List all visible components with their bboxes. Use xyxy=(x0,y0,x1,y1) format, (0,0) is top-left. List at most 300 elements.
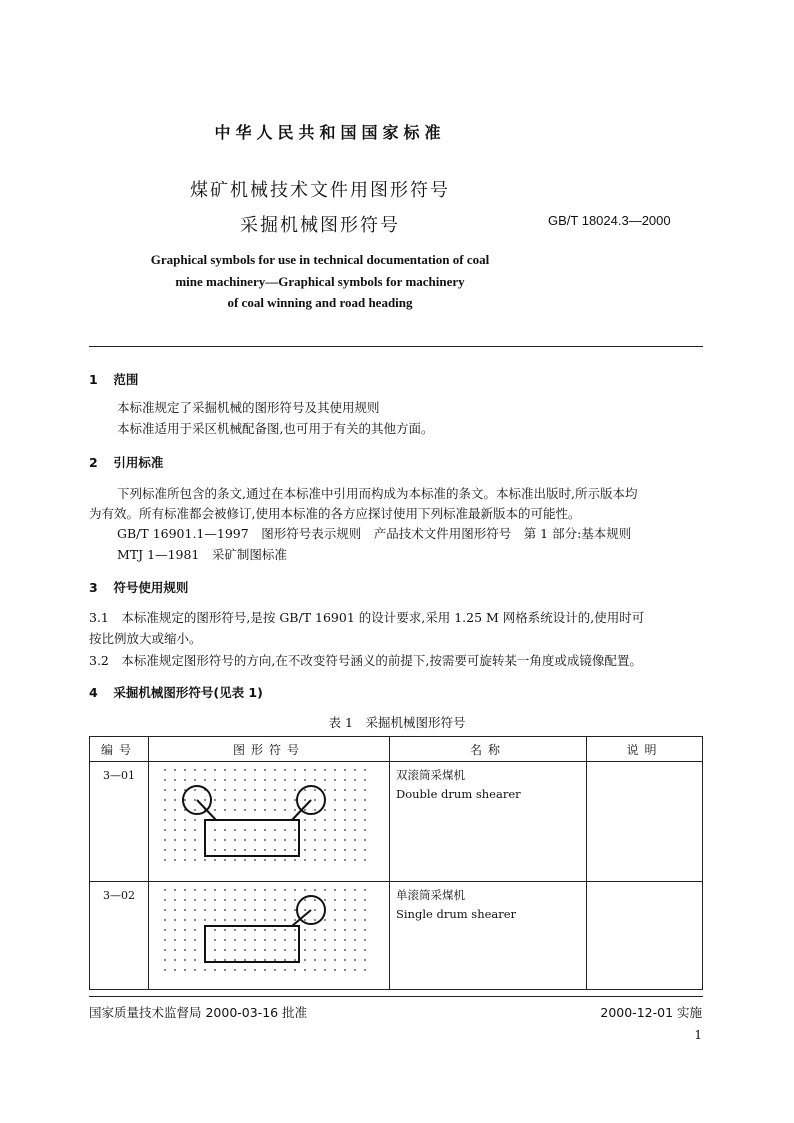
grid-dot xyxy=(224,899,226,901)
grid-dot xyxy=(274,959,276,961)
grid-dot xyxy=(334,789,336,791)
grid-dot xyxy=(294,889,296,891)
grid-dot xyxy=(284,829,286,831)
grid-dot xyxy=(224,799,226,801)
symbol-description xyxy=(587,762,703,882)
table-header-row xyxy=(90,737,703,762)
grid-dot xyxy=(274,929,276,931)
symbol-name-en: Double drum shearer xyxy=(396,787,521,801)
grid-dot xyxy=(164,769,166,771)
grid-dot xyxy=(354,969,356,971)
grid-dot xyxy=(264,959,266,961)
grid-dot xyxy=(174,849,176,851)
double-drum-shearer-symbol xyxy=(149,762,389,874)
grid-dot xyxy=(214,809,216,811)
grid-dot xyxy=(344,899,346,901)
grid-dot xyxy=(324,809,326,811)
grid-dot xyxy=(334,779,336,781)
grid-dot xyxy=(344,789,346,791)
table-row xyxy=(90,882,703,990)
grid-dot xyxy=(354,949,356,951)
grid-dot xyxy=(324,939,326,941)
grid-dot xyxy=(294,899,296,901)
grid-dot xyxy=(264,909,266,911)
grid-dot xyxy=(254,799,256,801)
grid-dot xyxy=(244,889,246,891)
grid-dot xyxy=(164,809,166,811)
grid-dot xyxy=(314,849,316,851)
grid-dot xyxy=(264,939,266,941)
grid-dot xyxy=(294,939,296,941)
grid-dot xyxy=(164,929,166,931)
grid-dot xyxy=(194,939,196,941)
reference-item: GB/T 16901.1—1997 图形符号表示规则 产品技术文件用图形符号 第 1 部分:基本规则 xyxy=(117,526,632,541)
grid-dot xyxy=(224,849,226,851)
grid-dot xyxy=(264,779,266,781)
grid-dot xyxy=(344,799,346,801)
grid-dot xyxy=(334,909,336,911)
grid-dot xyxy=(284,779,286,781)
symbol-name-cn: 双滚筒采煤机 xyxy=(396,768,465,782)
grid-dot xyxy=(244,949,246,951)
grid-dot xyxy=(354,789,356,791)
grid-dot xyxy=(284,889,286,891)
grid-dot xyxy=(214,899,216,901)
grid-dot xyxy=(364,799,366,801)
grid-dot xyxy=(184,849,186,851)
grid-dot xyxy=(314,769,316,771)
grid-dot xyxy=(324,829,326,831)
grid-dot xyxy=(164,899,166,901)
grid-dot xyxy=(214,829,216,831)
grid-dot xyxy=(224,939,226,941)
grid-dot xyxy=(274,779,276,781)
grid-dot xyxy=(344,859,346,861)
implementation-date: 2000-12-01 实施 xyxy=(600,1005,702,1020)
grid-dot xyxy=(274,849,276,851)
section-heading xyxy=(89,683,263,701)
grid-dot xyxy=(254,939,256,941)
grid-dot xyxy=(264,849,266,851)
grid-dot xyxy=(244,779,246,781)
grid-dot xyxy=(364,859,366,861)
symbol-cell xyxy=(149,762,390,882)
grid-dot xyxy=(304,959,306,961)
grid-dot xyxy=(194,789,196,791)
grid-dot xyxy=(174,829,176,831)
grid-dot xyxy=(344,969,346,971)
grid-dot xyxy=(334,799,336,801)
grid-dot xyxy=(264,799,266,801)
grid-dot xyxy=(354,809,356,811)
arm-left xyxy=(197,800,216,820)
grid-dot xyxy=(204,899,206,901)
clause: 3.1 本标准规定的图形符号,是按 GB/T 16901 的设计要求,采用 1.25 M 网格系统设计的,使用时可 xyxy=(89,610,645,625)
grid-dot xyxy=(334,959,336,961)
grid-dot xyxy=(214,859,216,861)
grid-dot xyxy=(314,819,316,821)
grid-dot xyxy=(234,919,236,921)
grid-dot xyxy=(274,829,276,831)
grid-dot xyxy=(164,949,166,951)
grid-dot xyxy=(184,769,186,771)
grid-dot xyxy=(254,779,256,781)
grid-dot xyxy=(224,829,226,831)
grid-dot xyxy=(184,939,186,941)
paragraph: 本标准适用于采区机械配备图,也可用于有关的其他方面。 xyxy=(117,421,434,436)
grid-dot xyxy=(274,969,276,971)
grid-dot xyxy=(224,889,226,891)
grid-dot xyxy=(184,819,186,821)
grid-dot xyxy=(344,889,346,891)
grid-dot xyxy=(324,949,326,951)
grid-dot xyxy=(194,969,196,971)
grid-dot xyxy=(304,799,306,801)
grid-dot xyxy=(194,959,196,961)
grid-dot xyxy=(334,949,336,951)
shearer-body xyxy=(205,926,299,962)
section-title: 引用标准 xyxy=(113,455,164,470)
grid-dot xyxy=(224,859,226,861)
grid-dot xyxy=(294,789,296,791)
section-title: 采掘机械图形符号(见表 1) xyxy=(113,685,263,700)
grid-dot xyxy=(174,959,176,961)
grid-dot xyxy=(294,909,296,911)
grid-dot xyxy=(214,939,216,941)
grid-dot xyxy=(304,829,306,831)
grid-dot xyxy=(334,919,336,921)
grid-dot xyxy=(364,769,366,771)
grid-dot xyxy=(244,839,246,841)
grid-dot xyxy=(204,969,206,971)
grid-dot xyxy=(174,779,176,781)
grid-dot xyxy=(174,909,176,911)
grid-dot xyxy=(274,839,276,841)
symbol-name-cell xyxy=(390,882,587,990)
grid-dot xyxy=(274,789,276,791)
grid-dot xyxy=(284,799,286,801)
grid-dot xyxy=(364,789,366,791)
grid-dot xyxy=(164,859,166,861)
grid-dot xyxy=(324,839,326,841)
grid-dot xyxy=(214,929,216,931)
grid-dot xyxy=(344,809,346,811)
grid-dot xyxy=(364,779,366,781)
section-heading xyxy=(89,578,188,596)
grid-dot xyxy=(244,859,246,861)
grid-dot xyxy=(224,909,226,911)
grid-dot xyxy=(354,889,356,891)
paragraph: 为有效。所有标准都会被修订,使用本标准的各方应探讨使用下列标准最新版本的可能性。 xyxy=(89,506,581,521)
grid-dot xyxy=(294,779,296,781)
grid-dot xyxy=(354,779,356,781)
grid-dot xyxy=(284,899,286,901)
english-title-line: mine machinery—Graphical symbols for machinery xyxy=(175,273,465,289)
grid-dot xyxy=(294,969,296,971)
grid-dot xyxy=(364,929,366,931)
grid-dot xyxy=(164,789,166,791)
grid-dot xyxy=(304,909,306,911)
grid-dot xyxy=(244,909,246,911)
grid-dot xyxy=(344,929,346,931)
grid-dot xyxy=(264,769,266,771)
grid-dot xyxy=(264,839,266,841)
column-header: 图形符号 xyxy=(149,737,390,762)
grid-dot xyxy=(334,809,336,811)
grid-dot xyxy=(164,909,166,911)
grid-dot xyxy=(284,849,286,851)
section-title: 范围 xyxy=(113,372,139,387)
grid-dot xyxy=(264,969,266,971)
grid-dot xyxy=(204,909,206,911)
grid-dot xyxy=(184,839,186,841)
grid-dot xyxy=(194,889,196,891)
grid-dot xyxy=(324,899,326,901)
grid-dot xyxy=(304,939,306,941)
grid-dot xyxy=(294,769,296,771)
grid-dot xyxy=(184,859,186,861)
grid-dot xyxy=(184,799,186,801)
grid-dot xyxy=(304,809,306,811)
grid-dot xyxy=(364,939,366,941)
grid-dot xyxy=(254,789,256,791)
grid-dot xyxy=(234,969,236,971)
grid-dot xyxy=(234,909,236,911)
grid-dot xyxy=(184,779,186,781)
grid-dot xyxy=(284,839,286,841)
english-title xyxy=(0,249,640,314)
footer-divider xyxy=(89,996,703,997)
grid-dot xyxy=(294,959,296,961)
grid-dot xyxy=(214,789,216,791)
grid-dot xyxy=(194,859,196,861)
grid-dot xyxy=(254,859,256,861)
grid-dot xyxy=(334,829,336,831)
grid-dot xyxy=(194,839,196,841)
grid-dot xyxy=(204,889,206,891)
grid-dot xyxy=(224,779,226,781)
grid-dot xyxy=(304,859,306,861)
grid-dot xyxy=(304,889,306,891)
grid-dot xyxy=(174,839,176,841)
grid-dot xyxy=(224,959,226,961)
section-number: 4 xyxy=(89,685,98,700)
grid-dot xyxy=(354,829,356,831)
grid-dot xyxy=(294,849,296,851)
section-number: 2 xyxy=(89,455,98,470)
grid-dot xyxy=(204,859,206,861)
grid-dot xyxy=(174,809,176,811)
grid-dot xyxy=(274,809,276,811)
grid-dot xyxy=(254,889,256,891)
grid-dot xyxy=(264,929,266,931)
grid-dot xyxy=(214,769,216,771)
grid-dot xyxy=(304,819,306,821)
column-header: 说明 xyxy=(587,737,703,762)
grid-dot xyxy=(164,799,166,801)
grid-dot xyxy=(274,949,276,951)
grid-dot xyxy=(294,799,296,801)
grid-dot xyxy=(304,969,306,971)
grid-dot xyxy=(334,899,336,901)
grid-dot xyxy=(264,899,266,901)
grid-dot xyxy=(344,849,346,851)
clause: 按比例放大或缩小。 xyxy=(89,631,202,646)
grid-dot xyxy=(354,799,356,801)
grid-dot xyxy=(214,799,216,801)
grid-dot xyxy=(164,939,166,941)
grid-dot xyxy=(224,839,226,841)
column-header: 编号 xyxy=(90,737,149,762)
grid-dot xyxy=(324,959,326,961)
grid-dot xyxy=(164,829,166,831)
grid-dot xyxy=(284,949,286,951)
grid-dot xyxy=(364,839,366,841)
grid-dot xyxy=(304,839,306,841)
grid-dot xyxy=(354,769,356,771)
grid-dot xyxy=(304,919,306,921)
grid-dot xyxy=(314,789,316,791)
grid-dot xyxy=(334,969,336,971)
approval-note: 国家质量技术监督局 2000-03-16 批准 xyxy=(89,1005,308,1020)
grid-dot xyxy=(234,939,236,941)
grid-dot xyxy=(284,909,286,911)
grid-dot xyxy=(344,919,346,921)
grid-dot xyxy=(314,939,316,941)
grid-dot xyxy=(324,919,326,921)
grid-dot xyxy=(264,829,266,831)
grid-dot xyxy=(174,919,176,921)
grid-dot xyxy=(174,949,176,951)
grid-dot xyxy=(344,959,346,961)
grid-dot xyxy=(364,849,366,851)
grid-dot xyxy=(264,859,266,861)
grid-dot xyxy=(224,929,226,931)
grid-dot xyxy=(204,779,206,781)
grid-dot xyxy=(194,949,196,951)
grid-dot xyxy=(354,819,356,821)
grid-dot xyxy=(204,799,206,801)
grid-dot xyxy=(324,859,326,861)
grid-dot xyxy=(254,949,256,951)
grid-dot xyxy=(234,889,236,891)
grid-dot xyxy=(304,949,306,951)
grid-dot xyxy=(354,859,356,861)
grid-dot xyxy=(354,909,356,911)
grid-dot xyxy=(314,969,316,971)
grid-dot xyxy=(264,919,266,921)
grid-dot xyxy=(284,919,286,921)
grid-dot xyxy=(234,959,236,961)
grid-dot xyxy=(254,969,256,971)
grid-dot xyxy=(174,939,176,941)
document-title: 煤矿机械技术文件用图形符号 xyxy=(190,180,450,201)
column-header: 名称 xyxy=(390,737,587,762)
grid-dot xyxy=(244,899,246,901)
grid-dot xyxy=(204,919,206,921)
grid-dot xyxy=(314,909,316,911)
english-title-line: Graphical symbols for use in technical documentation of coal xyxy=(150,252,490,267)
table-row xyxy=(90,762,703,882)
grid-dot xyxy=(214,959,216,961)
grid-dot xyxy=(184,949,186,951)
grid-dot xyxy=(164,849,166,851)
grid-dot xyxy=(344,939,346,941)
grid-dot xyxy=(284,789,286,791)
grid-dot xyxy=(234,789,236,791)
symbol-table xyxy=(89,736,703,990)
grid-dot xyxy=(244,799,246,801)
grid-dot xyxy=(194,809,196,811)
grid-dot xyxy=(344,949,346,951)
grid-dot xyxy=(284,809,286,811)
paragraph: 本标准规定了采掘机械的图形符号及其使用规则 xyxy=(117,400,380,415)
grid-dot xyxy=(174,969,176,971)
grid-dot xyxy=(244,769,246,771)
grid-dot xyxy=(244,809,246,811)
grid-dot xyxy=(364,829,366,831)
grid-dot xyxy=(224,949,226,951)
clause: 3.2 本标准规定图形符号的方向,在不改变符号涵义的前提下,按需要可旋转某一角度或成镜像配置。 xyxy=(89,653,642,668)
grid-dot xyxy=(354,839,356,841)
grid-dot xyxy=(184,899,186,901)
grid-dot xyxy=(344,779,346,781)
grid-dot xyxy=(354,929,356,931)
grid-dot xyxy=(234,769,236,771)
grid-dot xyxy=(164,889,166,891)
grid-dot xyxy=(304,769,306,771)
grid-dot xyxy=(294,829,296,831)
grid-dot xyxy=(324,889,326,891)
grid-dot xyxy=(174,929,176,931)
standard-number: GB/T 18024.3—2000 xyxy=(548,213,671,228)
grid-dot xyxy=(194,919,196,921)
grid-dot xyxy=(164,959,166,961)
grid-dot xyxy=(244,969,246,971)
grid-dot xyxy=(334,859,336,861)
grid-dot xyxy=(254,809,256,811)
grid-dot xyxy=(334,929,336,931)
grid-dot xyxy=(234,829,236,831)
grid-dot xyxy=(264,949,266,951)
grid-dot xyxy=(254,909,256,911)
grid-dot xyxy=(244,939,246,941)
grid-dot xyxy=(214,909,216,911)
document-subtitle: 采掘机械图形符号 xyxy=(240,215,400,236)
grid-dot xyxy=(364,899,366,901)
grid-dot xyxy=(254,829,256,831)
header-divider xyxy=(89,346,703,347)
grid-dot xyxy=(224,789,226,791)
grid-dot xyxy=(214,969,216,971)
symbol-code: 3—01 xyxy=(90,762,149,882)
grid-dot xyxy=(184,889,186,891)
grid-dot xyxy=(224,809,226,811)
grid-dot xyxy=(184,919,186,921)
grid-dot xyxy=(354,899,356,901)
grid-dot xyxy=(274,859,276,861)
section-number: 1 xyxy=(89,372,98,387)
grid-dot xyxy=(164,969,166,971)
grid-dot xyxy=(194,819,196,821)
grid-dot xyxy=(234,779,236,781)
grid-dot xyxy=(304,929,306,931)
grid-dot xyxy=(314,919,316,921)
grid-dot xyxy=(304,899,306,901)
grid-dot xyxy=(364,809,366,811)
grid-dot xyxy=(174,899,176,901)
grid-dot xyxy=(314,859,316,861)
